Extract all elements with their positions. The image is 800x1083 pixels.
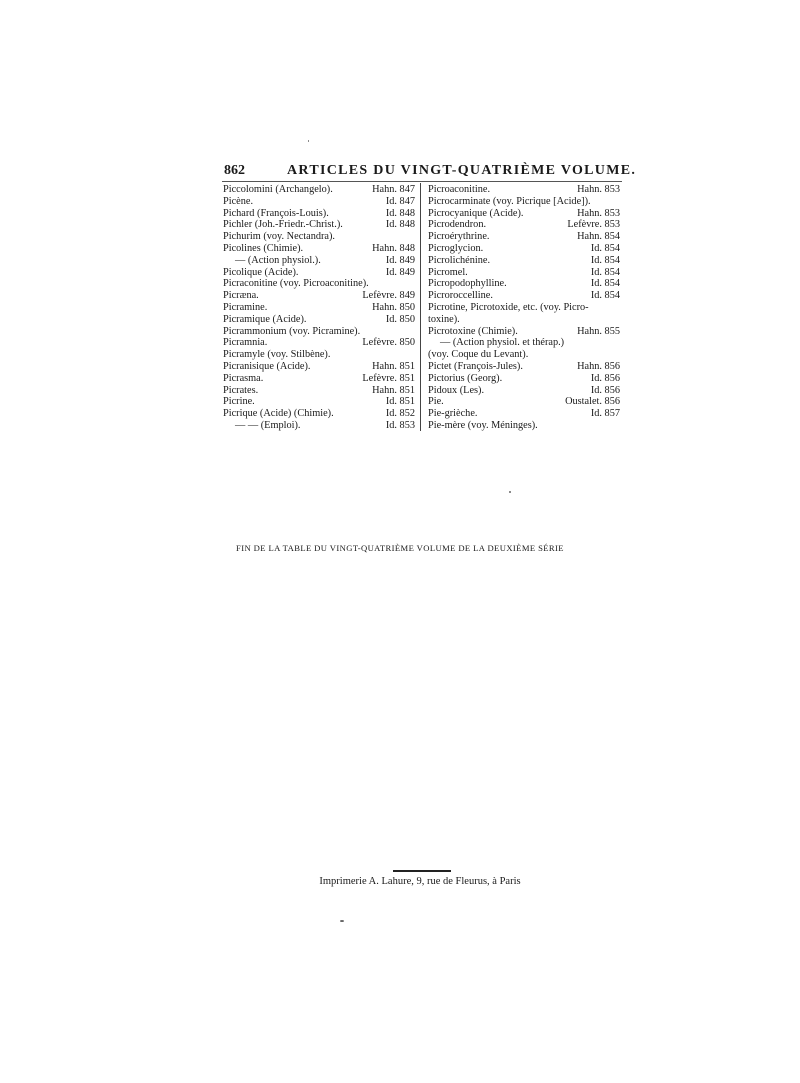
entry-term: Picroroccelline. [428,290,493,302]
entry-term: Picrotine, Picrotoxide, etc. (voy. Picro- [428,301,589,313]
entry-term: Picolique (Acide). [223,266,299,278]
entry-reference [616,314,620,326]
index-entry [223,208,415,220]
entry-term: Pie-mère (voy. Méninges). [428,419,538,431]
entry-author: Hahn. [577,231,602,243]
index-entry [223,255,415,267]
entry-term: Picroglycion. [428,242,484,254]
running-title: ARTICLES DU VINGT-QUATRIÈME VOLUME. [287,163,637,178]
entry-page: 850 [399,301,415,313]
entry-reference [587,255,620,267]
entry-page: 851 [399,396,415,408]
entry-term: Picromel. [428,266,468,278]
entry-reference [587,373,620,385]
entry-reference [382,420,415,432]
entry-term: Picrammonium (voy. Picramine). [223,325,361,337]
entry-term: Picrique (Acide) (Chimie). [223,408,334,420]
entry-reference [616,337,620,349]
index-entry [428,208,620,220]
entry-page: 853 [399,419,415,431]
entry-author: Id. [385,266,397,278]
entry-page: 854 [604,254,620,266]
entry-term: toxine). [428,313,460,325]
index-entry [428,184,620,196]
entry-term: Pichard (François-Louis). [223,207,329,219]
entry-page: 854 [604,242,620,254]
entry-reference [587,408,620,420]
entry-reference [561,396,620,408]
entry-term: Picrasma. [223,372,264,384]
entry-reference [368,243,415,255]
entry-author: Id. [590,266,602,278]
index-entry [428,385,620,397]
entry-reference [382,408,415,420]
entry-term: Pictet (François-Jules). [428,360,523,372]
entry-author: Lefèvre. [362,290,397,302]
entry-reference [411,231,415,243]
entry-page: 854 [604,290,620,302]
index-entry [428,361,620,373]
entry-reference [368,302,415,314]
entry-reference [382,219,415,231]
index-entry [223,373,415,385]
imprint-rule [393,870,451,872]
entry-term: — — (Emploi). [235,419,301,431]
entry-term: Picroaconitine. [428,184,491,195]
index-entry [223,361,415,373]
entry-author: Hahn. [577,360,602,372]
entry-term: (voy. Coque du Levant). [428,349,529,361]
entry-reference [587,267,620,279]
entry-author: Id. [385,408,397,420]
entry-page: 857 [604,408,620,420]
entry-author: Id. [385,419,397,431]
entry-term: Picramnia. [223,337,268,349]
entry-term: Pidoux (Les). [428,384,485,396]
entry-author: Oustalet. [565,396,602,408]
entry-page: 854 [604,278,620,290]
entry-page: 849 [399,254,415,266]
index-entry [428,326,620,338]
index-entry [428,290,620,302]
index-column-left [223,184,415,432]
entry-reference [587,385,620,397]
entry-page: 849 [399,290,415,302]
index-entry [428,243,620,255]
entry-author: Id. [590,242,602,254]
entry-author: Hahn. [372,184,397,195]
entry-author: Hahn. [577,325,602,337]
entry-author: Id. [385,254,397,266]
entry-reference [616,196,620,208]
entry-page: 851 [399,360,415,372]
entry-term: Pie. [428,396,444,408]
entry-reference [573,326,620,338]
entry-reference [358,337,415,349]
entry-page: 856 [604,384,620,396]
paper-speck [509,491,511,493]
entry-term: — (Action physiol.). [235,254,321,266]
index-entry [428,255,620,267]
entry-term: Pie-grièche. [428,408,478,420]
entry-term: Picræna. [223,290,259,302]
entry-term: Pichler (Joh.-Friedr.-Christ.). [223,219,343,231]
entry-author: Id. [590,278,602,290]
entry-reference [573,208,620,220]
entry-page: 851 [399,372,415,384]
index-entry [428,373,620,385]
entry-reference [587,290,620,302]
entry-page: 848 [399,219,415,231]
index-entry [428,219,620,231]
entry-author: Id. [385,207,397,219]
index-entry [428,349,620,361]
entry-reference [616,302,620,314]
imprint-line: Imprimerie A. Lahure, 9, rue de Fleurus, à Paris [319,876,521,887]
entry-author: Id. [385,219,397,231]
entry-term: Picène. [223,195,254,207]
index-entry [223,243,415,255]
entry-page: 856 [604,372,620,384]
index-entry [223,420,415,432]
entry-reference [573,361,620,373]
entry-page: 847 [399,195,415,207]
entry-reference [368,184,415,196]
entry-author: Id. [385,396,397,408]
index-entry [223,196,415,208]
entry-term: Picramyle (voy. Stilbène). [223,349,331,361]
index-entry [223,337,415,349]
index-entry [223,184,415,196]
entry-term: Picroérythrine. [428,231,490,243]
entry-page: 850 [399,337,415,349]
entry-term: Picramique (Acide). [223,313,307,325]
entry-page: 849 [399,266,415,278]
page-number: 862 [224,163,245,178]
entry-author: Hahn. [372,360,397,372]
paper-speck [340,920,344,922]
entry-page: 847 [399,184,415,195]
entry-reference [358,290,415,302]
entry-reference [382,396,415,408]
header-rule [222,181,622,182]
entry-author: Id. [590,254,602,266]
entry-author: Hahn. [577,207,602,219]
entry-page: 856 [604,396,620,408]
entry-reference [411,349,415,361]
entry-author: Lefèvre. [567,219,602,231]
entry-page: 848 [399,207,415,219]
entry-term: Picramine. [223,301,268,313]
entry-page: 850 [399,313,415,325]
index-entry [223,302,415,314]
entry-author: Id. [590,290,602,302]
index-column-right [428,184,620,432]
entry-reference [587,278,620,290]
entry-term: Picrodendron. [428,219,487,231]
entry-reference [382,208,415,220]
index-entry [223,396,415,408]
entry-author: Id. [590,408,602,420]
entry-term: Pichurim (voy. Nectandra). [223,231,335,243]
index-entry [223,408,415,420]
entry-page: 853 [604,184,620,195]
index-entry [223,314,415,326]
entry-term: Pictorius (Georg). [428,372,503,384]
entry-term: Picrine. [223,396,255,408]
index-entry [223,385,415,397]
entry-author: Id. [590,384,602,396]
entry-page: 852 [399,408,415,420]
entry-page: 854 [604,266,620,278]
entry-term: Picolines (Chimie). [223,242,304,254]
index-entry [223,219,415,231]
index-entry [223,278,415,290]
entry-reference [382,196,415,208]
index-entry [223,326,415,338]
entry-term: Picrocarminate (voy. Picrique [Acide]). [428,195,591,207]
index-entry [428,408,620,420]
index-entry [428,314,620,326]
entry-reference [573,231,620,243]
entry-term: — (Action physiol. et thérap.) [440,337,565,349]
entry-reference [368,361,415,373]
index-entry [223,349,415,361]
index-entry [428,231,620,243]
entry-term: Picropodophylline. [428,278,507,290]
entry-page: 855 [604,325,620,337]
entry-reference [587,243,620,255]
entry-term: Picraconitine (voy. Picroaconitine). [223,278,369,290]
entry-reference [382,255,415,267]
column-divider [420,183,421,431]
entry-author: Hahn. [372,384,397,396]
entry-page: 853 [604,207,620,219]
index-entry [428,420,620,432]
entry-term: Picrates. [223,384,259,396]
entry-term: Picrolichénine. [428,254,491,266]
entry-term: Picrocyanique (Acide). [428,207,524,219]
entry-author: Id. [385,195,397,207]
entry-reference [573,184,620,196]
index-entry [428,302,620,314]
index-entry [428,278,620,290]
entry-reference [368,385,415,397]
index-entry [223,267,415,279]
entry-page: 851 [399,384,415,396]
entry-term: Piccolomini (Archangelo). [223,184,333,195]
index-entry [428,267,620,279]
index-entry [428,337,620,349]
entry-author: Lefèvre. [362,337,397,349]
entry-page: 848 [399,242,415,254]
entry-page: 856 [604,360,620,372]
entry-page: 854 [604,231,620,243]
closing-line: FIN DE LA TABLE DU VINGT-QUATRIÈME VOLUME DE LA DEUXIÈME SÉRIE [236,543,564,553]
entry-author: Hahn. [372,242,397,254]
entry-term: Picrotoxine (Chimie). [428,325,518,337]
entry-reference [563,219,620,231]
entry-term: Picranisique (Acide). [223,360,311,372]
entry-page: 853 [604,219,620,231]
entry-reference [358,373,415,385]
entry-author: Hahn. [372,301,397,313]
entry-reference [616,420,620,432]
paper-speck [308,140,309,142]
entry-author: Hahn. [577,184,602,195]
entry-reference [616,349,620,361]
entry-author: Id. [590,372,602,384]
entry-author: Lefèvre. [362,372,397,384]
entry-reference [382,314,415,326]
index-entry [428,196,620,208]
index-entry [223,290,415,302]
index-entry [223,231,415,243]
entry-author: Id. [385,313,397,325]
entry-reference [382,267,415,279]
entry-reference [411,278,415,290]
entry-reference [411,326,415,338]
index-entry [428,396,620,408]
